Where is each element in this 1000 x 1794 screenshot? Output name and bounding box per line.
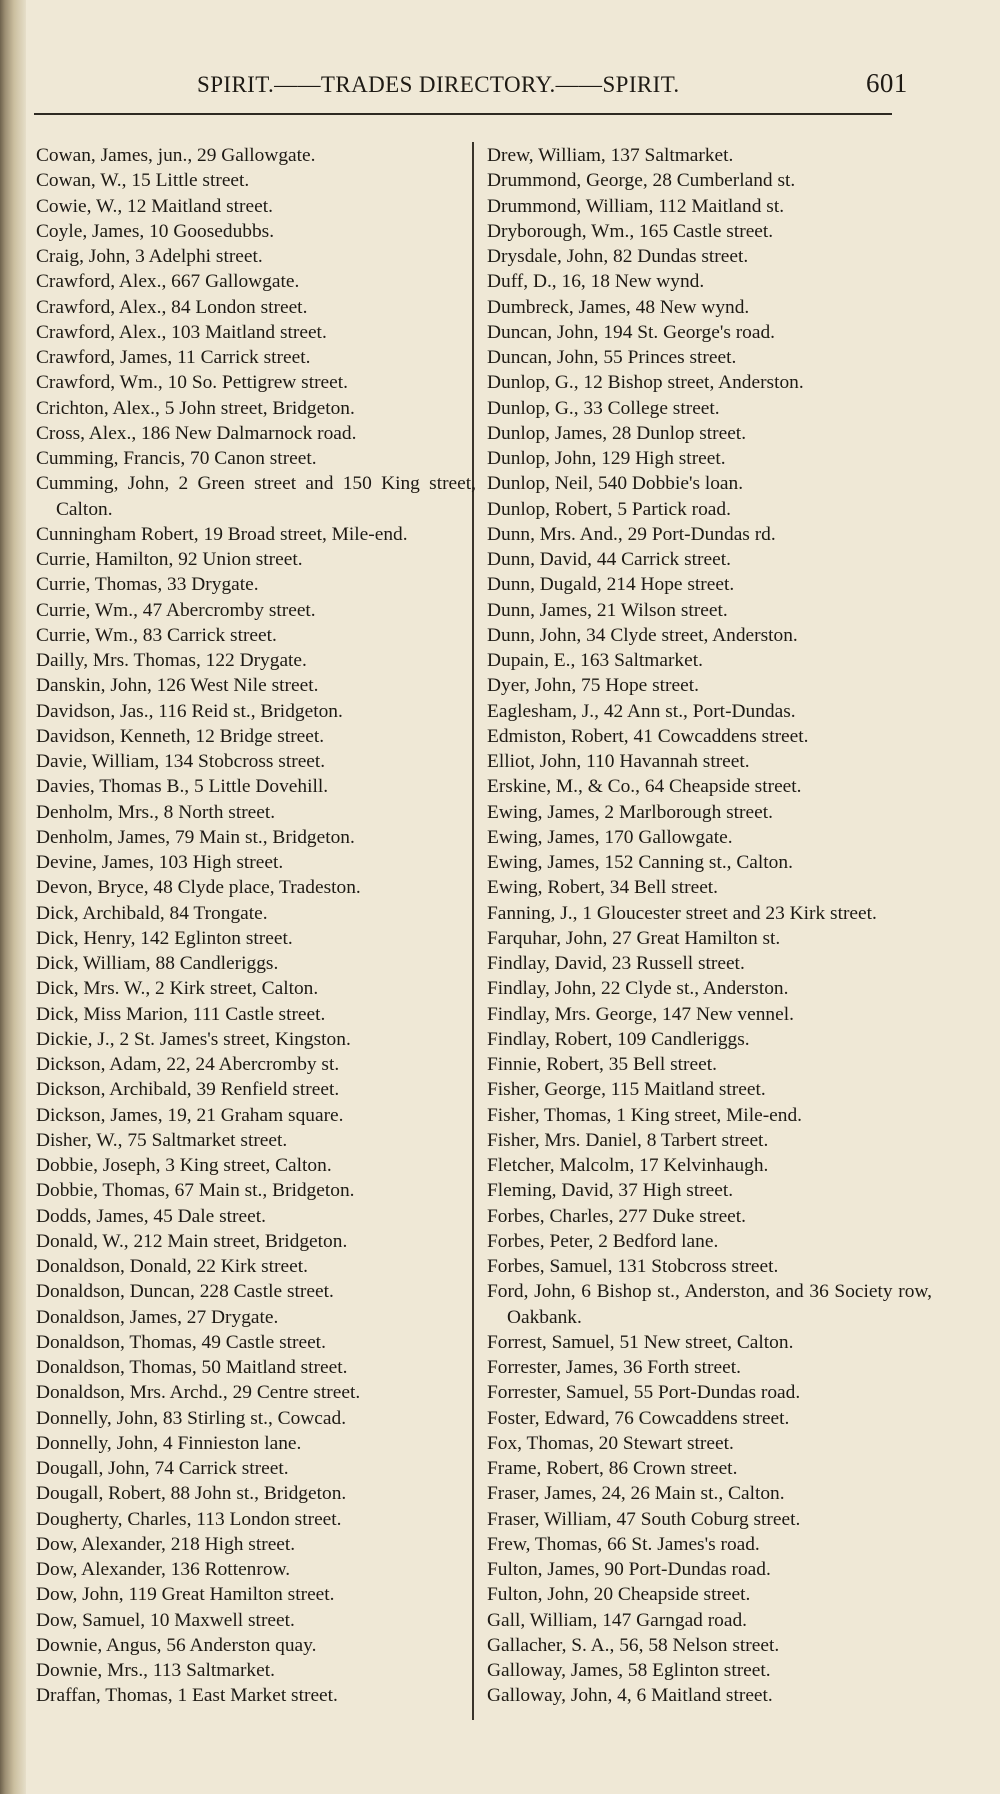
directory-entry: Forrester, Samuel, 55 Port-Dundas road. <box>487 1382 801 1404</box>
directory-entry: Dunn, James, 21 Wilson street. <box>487 599 728 621</box>
directory-entry: Finnie, Robert, 35 Bell street. <box>487 1054 717 1075</box>
directory-entry: Devon, Bryce, 48 Clyde place, Tradeston. <box>36 877 361 899</box>
directory-entry: Gallacher, S. A., 56, 58 Nelson street. <box>487 1634 780 1656</box>
directory-entry: Draffan, Thomas, 1 East Market street. <box>36 1685 338 1707</box>
directory-entry: Dunn, Mrs. And., 29 Port-Dundas rd. <box>487 523 776 545</box>
directory-entry: Dailly, Mrs. Thomas, 122 Drygate. <box>36 650 307 671</box>
directory-entry: Drummond, George, 28 Cumberland st. <box>487 170 796 192</box>
directory-entry: Fulton, James, 90 Port-Dundas road. <box>487 1559 771 1580</box>
directory-entry: Fraser, James, 24, 26 Main st., Calton. <box>487 1483 785 1505</box>
directory-entry: Fisher, Mrs. Daniel, 8 Tarbert street. <box>487 1129 769 1151</box>
directory-entry: Dougall, Robert, 88 John st., Bridgeton. <box>36 1483 347 1505</box>
directory-entry: Galloway, John, 4, 6 Maitland street. <box>487 1685 773 1707</box>
directory-entry: Dunlop, G., 33 College street. <box>487 397 720 419</box>
directory-entry: Crawford, James, 11 Carrick street. <box>36 347 311 368</box>
directory-entry: Edmiston, Robert, 41 Cowcaddens street. <box>487 725 809 747</box>
directory-entry: Forbes, Peter, 2 Bedford lane. <box>487 1230 719 1252</box>
directory-entry: Dow, Alexander, 136 Rottenrow. <box>36 1559 291 1580</box>
directory-entry: Dumbreck, James, 48 New wynd. <box>487 296 750 318</box>
directory-entry: Forbes, Charles, 277 Duke street. <box>487 1205 747 1227</box>
directory-entry: Dick, Mrs. W., 2 Kirk street, Calton. <box>36 978 319 1000</box>
directory-entry: Dunlop, Neil, 540 Dobbie's loan. <box>487 473 744 495</box>
directory-entry: Davidson, Kenneth, 12 Bridge street. <box>36 725 325 747</box>
header-rule <box>34 113 892 115</box>
directory-entry: Dow, Alexander, 218 High street. <box>36 1533 296 1555</box>
directory-entry: Forbes, Samuel, 131 Stobcross street. <box>487 1256 779 1277</box>
directory-entry: Cowie, W., 12 Maitland street. <box>36 195 273 217</box>
directory-entry: Cowan, James, jun., 29 Gallowgate. <box>36 145 316 166</box>
directory-entry: Dickson, Archibald, 39 Renfield street. <box>36 1079 340 1101</box>
directory-entry: Fraser, William, 47 South Coburg street. <box>487 1508 801 1530</box>
directory-entry: Dobbie, Joseph, 3 King street, Calton. <box>36 1155 332 1176</box>
directory-entry: Danskin, John, 126 West Nile street. <box>36 675 319 697</box>
directory-entry: Frame, Robert, 86 Crown street. <box>487 1458 738 1479</box>
directory-entry: Donnelly, John, 83 Stirling st., Cowcad. <box>36 1407 347 1429</box>
directory-entry: Frew, Thomas, 66 St. James's road. <box>487 1533 760 1555</box>
directory-entry: Dunn, David, 44 Carrick street. <box>487 549 731 570</box>
directory-entry: Dow, John, 119 Great Hamilton street. <box>36 1584 335 1606</box>
directory-entry: Erskine, M., & Co., 64 Cheapside street. <box>487 776 802 798</box>
directory-entry: Cross, Alex., 186 New Dalmarnock road. <box>36 422 357 444</box>
directory-entry: Dryborough, Wm., 165 Castle street. <box>487 220 774 242</box>
directory-entry: Donaldson, Mrs. Archd., 29 Centre street. <box>36 1382 361 1404</box>
directory-entry: Findlay, Robert, 109 Candleriggs. <box>487 1028 750 1050</box>
directory-entry: Denholm, James, 79 Main st., Bridgeton. <box>36 826 355 848</box>
directory-entry: Dickson, Adam, 22, 24 Abercromby st. <box>36 1054 340 1075</box>
directory-entry: Dodds, James, 45 Dale street. <box>36 1205 266 1227</box>
directory-entry: Ford, John, 6 Bishop st., Anderston, and 36 Society row, Oakbank. <box>487 1281 932 1328</box>
directory-entry: Denholm, Mrs., 8 North street. <box>36 801 276 823</box>
directory-entry: Devine, James, 103 High street. <box>36 852 284 873</box>
directory-entry: Dow, Samuel, 10 Maxwell street. <box>36 1609 295 1631</box>
directory-entry: Galloway, James, 58 Eglinton street. <box>487 1660 771 1681</box>
directory-entry: Dyer, John, 75 Hope street. <box>487 675 699 697</box>
directory-entry: Drysdale, John, 82 Dundas street. <box>487 246 749 267</box>
directory-entry: Dunn, Dugald, 214 Hope street. <box>487 574 735 596</box>
directory-entry: Crawford, Alex., 103 Maitland street. <box>36 321 327 343</box>
directory-entry: Donaldson, Donald, 22 Kirk street. <box>36 1256 308 1277</box>
directory-entry: Gall, William, 147 Garngad road. <box>487 1609 748 1631</box>
directory-entry: Dunlop, G., 12 Bishop street, Anderston. <box>487 372 804 394</box>
directory-entry: Currie, Hamilton, 92 Union street. <box>36 549 303 570</box>
directory-entry: Currie, Wm., 83 Carrick street. <box>36 624 277 646</box>
directory-entry: Dick, Miss Marion, 111 Castle street. <box>36 1003 326 1025</box>
directory-entry: Fulton, John, 20 Cheapside street. <box>487 1584 751 1606</box>
directory-entry: Crawford, Alex., 667 Gallowgate. <box>36 271 300 293</box>
directory-entry: Fisher, George, 115 Maitland street. <box>487 1079 766 1101</box>
directory-entry: Davidson, Jas., 116 Reid st., Bridgeton. <box>36 700 343 722</box>
directory-entry: Duncan, John, 194 St. George's road. <box>487 321 776 343</box>
binding-edge <box>0 0 26 1794</box>
directory-entry: Cunningham Robert, 19 Broad street, Mile-end. <box>36 523 408 545</box>
directory-entry: Dickson, James, 19, 21 Graham square. <box>36 1104 344 1126</box>
directory-entry: Dunlop, Robert, 5 Partick road. <box>487 498 731 520</box>
directory-entry: Dickie, J., 2 St. James's street, Kingston. <box>36 1028 351 1050</box>
directory-entry: Dunlop, James, 28 Dunlop street. <box>487 422 747 444</box>
directory-entry: Davie, William, 134 Stobcross street. <box>36 751 326 772</box>
directory-entry: Fleming, David, 37 High street. <box>487 1180 734 1202</box>
directory-entry: Donaldson, Duncan, 228 Castle street. <box>36 1281 334 1303</box>
directory-entry: Forrester, James, 36 Forth street. <box>487 1357 741 1378</box>
directory-entry: Crawford, Alex., 84 London street. <box>36 296 308 318</box>
directory-entry: Ewing, Robert, 34 Bell street. <box>487 877 719 899</box>
directory-entry: Donnelly, John, 4 Finnieston lane. <box>36 1432 302 1454</box>
directory-entry: Elliot, John, 110 Havannah street. <box>487 751 750 772</box>
directory-entry: Dunn, John, 34 Clyde street, Anderston. <box>487 624 798 646</box>
right-column <box>487 143 932 1709</box>
directory-entry: Eaglesham, J., 42 Ann st., Port-Dundas. <box>487 700 796 722</box>
directory-entry: Disher, W., 75 Saltmarket street. <box>36 1129 288 1151</box>
directory-entry: Cumming, John, 2 Green street and 150 King street, Calton. <box>36 473 476 520</box>
running-title: SPIRIT.——TRADES DIRECTORY.——SPIRIT. <box>197 72 680 97</box>
directory-entry: Donaldson, James, 27 Drygate. <box>36 1306 279 1328</box>
directory-entry: Crawford, Wm., 10 So. Pettigrew street. <box>36 372 348 394</box>
directory-entry: Coyle, James, 10 Goosedubbs. <box>36 220 275 242</box>
directory-entry: Ewing, James, 2 Marlborough street. <box>487 801 773 823</box>
directory-entry: Downie, Angus, 56 Anderston quay. <box>36 1634 317 1656</box>
directory-entry: Dick, Henry, 142 Eglinton street. <box>36 927 293 949</box>
directory-entry: Fanning, J., 1 Gloucester street and 23 Kirk street. <box>487 902 877 924</box>
directory-entry: Downie, Mrs., 113 Saltmarket. <box>36 1660 275 1681</box>
directory-entry: Dunlop, John, 129 High street. <box>487 448 726 469</box>
directory-entry: Ewing, James, 170 Gallowgate. <box>487 826 733 848</box>
directory-entry: Duncan, John, 55 Princes street. <box>487 347 737 368</box>
directory-entry: Foster, Edward, 76 Cowcaddens street. <box>487 1407 790 1429</box>
directory-entry: Drew, William, 137 Saltmarket. <box>487 145 734 166</box>
directory-entry: Donaldson, Thomas, 49 Castle street. <box>36 1331 326 1353</box>
directory-entry: Fisher, Thomas, 1 King street, Mile-end. <box>487 1104 802 1126</box>
left-column <box>36 143 476 1709</box>
directory-entry: Donaldson, Thomas, 50 Maitland street. <box>36 1357 348 1378</box>
directory-entry: Dobbie, Thomas, 67 Main st., Bridgeton. <box>36 1180 355 1202</box>
directory-entry: Currie, Wm., 47 Abercromby street. <box>36 599 316 621</box>
directory-entry: Davies, Thomas B., 5 Little Dovehill. <box>36 776 329 798</box>
directory-entry: Findlay, Mrs. George, 147 New vennel. <box>487 1003 794 1025</box>
directory-entry: Dougall, John, 74 Carrick street. <box>36 1458 289 1479</box>
directory-entry: Findlay, John, 22 Clyde st., Anderston. <box>487 978 789 1000</box>
directory-entry: Forrest, Samuel, 51 New street, Calton. <box>487 1331 794 1353</box>
directory-entry: Farquhar, John, 27 Great Hamilton st. <box>487 927 781 949</box>
directory-entry: Fletcher, Malcolm, 17 Kelvinhaugh. <box>487 1155 769 1176</box>
directory-entry: Crichton, Alex., 5 John street, Bridgeton. <box>36 397 355 419</box>
directory-entry: Donald, W., 212 Main street, Bridgeton. <box>36 1230 348 1252</box>
directory-entry: Drummond, William, 112 Maitland st. <box>487 195 785 217</box>
page-number: 601 <box>866 68 908 98</box>
directory-entry: Dupain, E., 163 Saltmarket. <box>487 650 703 671</box>
directory-entry: Duff, D., 16, 18 New wynd. <box>487 271 705 293</box>
directory-entry: Cumming, Francis, 70 Canon street. <box>36 448 317 469</box>
directory-entry: Dick, William, 88 Candleriggs. <box>36 953 279 974</box>
directory-entry: Craig, John, 3 Adelphi street. <box>36 246 263 267</box>
directory-entry: Ewing, James, 152 Canning st., Calton. <box>487 852 793 873</box>
directory-entry: Cowan, W., 15 Little street. <box>36 170 250 192</box>
directory-entry: Dick, Archibald, 84 Trongate. <box>36 902 268 924</box>
directory-entry: Currie, Thomas, 33 Drygate. <box>36 574 259 596</box>
directory-entry: Dougherty, Charles, 113 London street. <box>36 1508 342 1530</box>
directory-entry: Findlay, David, 23 Russell street. <box>487 953 745 974</box>
page-header <box>0 66 1000 106</box>
directory-entry: Fox, Thomas, 20 Stewart street. <box>487 1432 734 1454</box>
